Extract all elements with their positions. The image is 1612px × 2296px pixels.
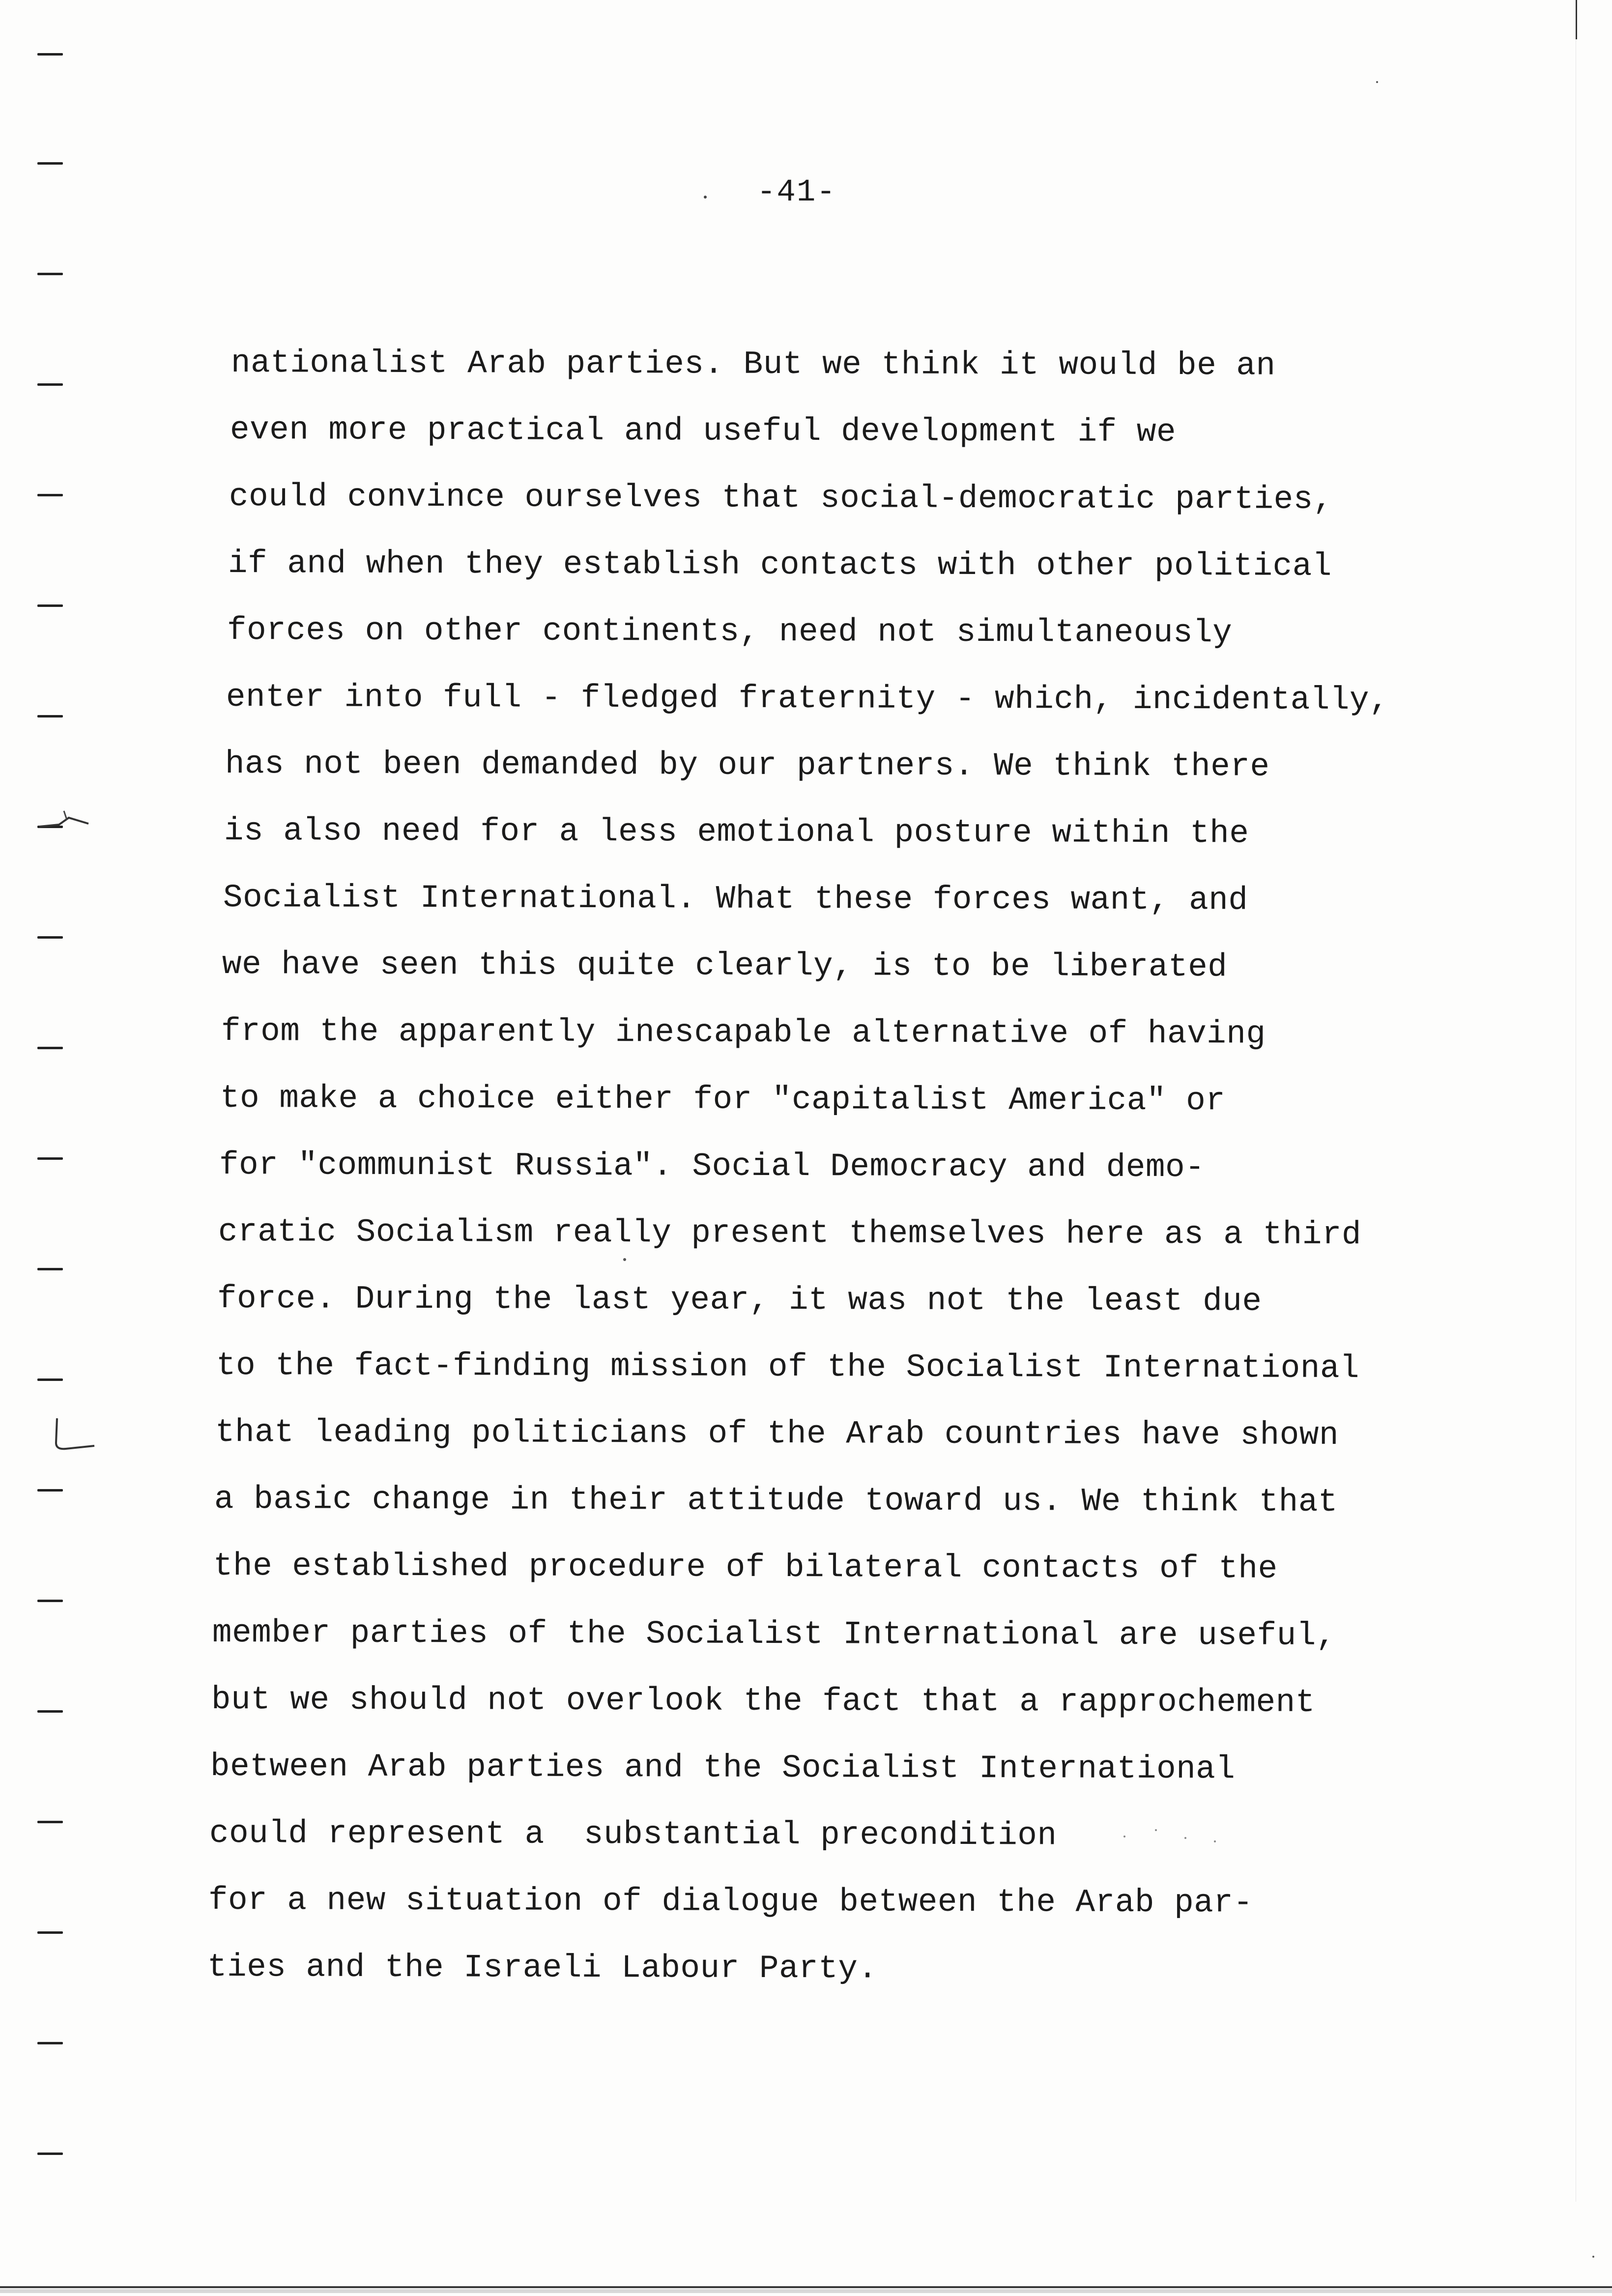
text-line: enter into full - fledged fraternity - which, incidentally, bbox=[226, 679, 1389, 719]
text-line: could represent a substantial precondition bbox=[209, 1815, 1057, 1854]
text-line: that leading politicians of the Arab countries have shown bbox=[215, 1414, 1339, 1454]
text-line: could convince ourselves that social-democratic parties, bbox=[229, 478, 1333, 518]
bottom-edge-shadow bbox=[0, 2289, 1612, 2293]
text-line: is also need for a less emotional posture within the bbox=[224, 812, 1249, 852]
text-line: to the fact-finding mission of the Socialist International bbox=[216, 1347, 1360, 1387]
text-line: from the apparently inescapable alternative of having bbox=[221, 1013, 1266, 1053]
text-line: even more practical and useful development if we bbox=[230, 411, 1177, 451]
text-line: a basic change in their attitude toward us. We think that bbox=[214, 1481, 1338, 1521]
ink-speck bbox=[1184, 1837, 1186, 1839]
text-line: but we should not overlook the fact that a rapprochement bbox=[211, 1681, 1315, 1721]
ink-speck bbox=[1376, 81, 1378, 83]
text-line: for a new situation of dialogue between the Arab par- bbox=[208, 1882, 1253, 1922]
text-line: for "communist Russia". Social Democracy and demo- bbox=[219, 1147, 1205, 1186]
text-line: if and when they establish contacts with other political bbox=[228, 545, 1332, 585]
page-number: -41- bbox=[757, 175, 836, 210]
text-line: force. During the last year, it was not the least due bbox=[217, 1280, 1262, 1320]
ink-speck bbox=[1592, 2256, 1594, 2258]
text-line: nationalist Arab parties. But we think it would be an bbox=[230, 344, 1276, 384]
text-line: we have seen this quite clearly, is to be liberated bbox=[222, 946, 1228, 986]
ink-speck bbox=[1123, 1836, 1125, 1837]
ink-speck bbox=[1155, 1829, 1157, 1831]
text-line: member parties of the Socialist International are useful, bbox=[212, 1614, 1336, 1654]
text-line: cratic Socialism really present themselves here as a third bbox=[218, 1213, 1362, 1254]
ink-speck bbox=[623, 1258, 626, 1261]
ink-speck bbox=[1214, 1840, 1216, 1842]
text-line: forces on other continents, need not simultaneously bbox=[227, 612, 1233, 652]
text-line: the established procedure of bilateral contacts of the bbox=[213, 1548, 1278, 1587]
text-line: to make a choice either for "capitalist America" or bbox=[220, 1080, 1226, 1119]
text-line: between Arab parties and the Socialist International bbox=[210, 1748, 1236, 1788]
text-line: ties and the Israeli Labour Party. bbox=[207, 1949, 878, 1987]
text-line: Socialist International. What these forces want, and bbox=[223, 879, 1248, 919]
bottom-edge-rule bbox=[0, 2286, 1612, 2288]
text-line: has not been demanded by our partners. We think there bbox=[225, 746, 1270, 785]
